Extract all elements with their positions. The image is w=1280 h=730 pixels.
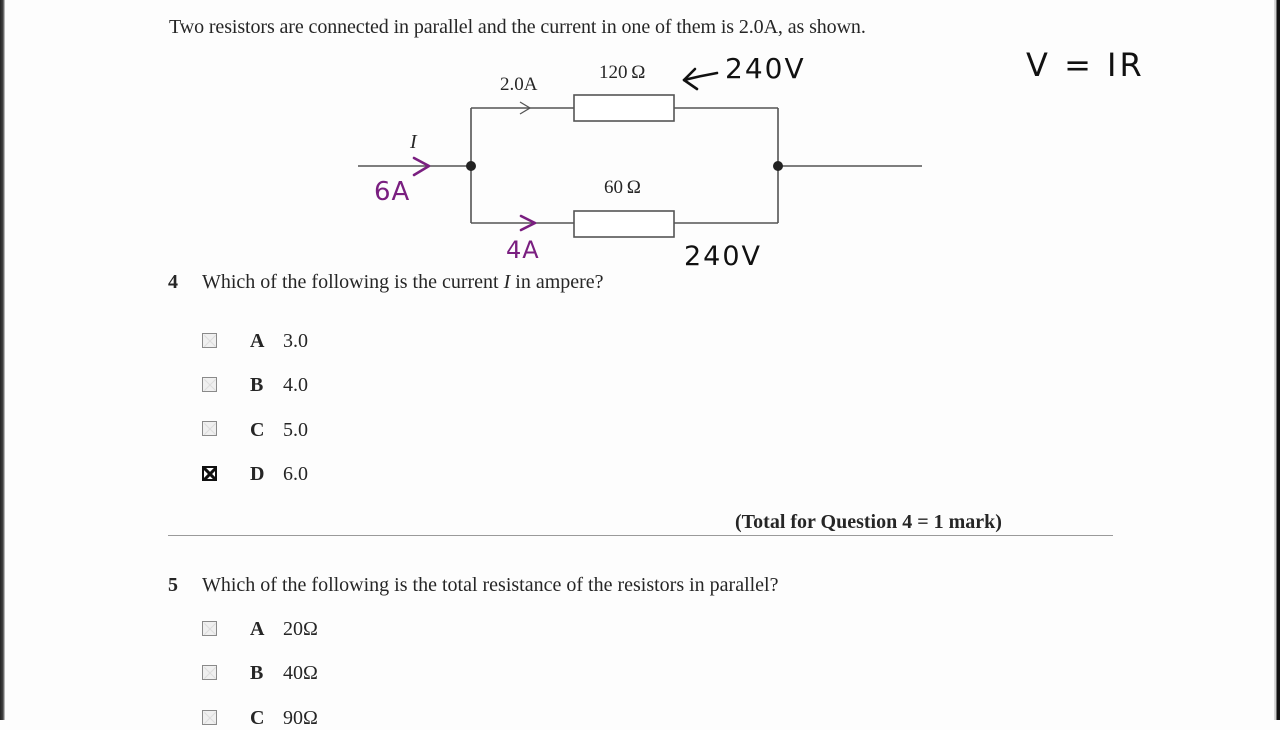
annotation-formula: V = IR [1026, 46, 1145, 84]
resistor-bottom [574, 211, 674, 237]
option-letter: C [250, 707, 265, 729]
option-letter: B [250, 374, 264, 396]
question-4 [168, 271, 604, 294]
annotation-bottom-voltage: 240V [684, 241, 763, 272]
resistor-top [574, 95, 674, 121]
annotation-top-voltage: 240V [725, 52, 806, 85]
question-number: 5 [168, 574, 178, 596]
annotation-bottom-current: 4A [506, 236, 540, 264]
resistor-bottom-label: 60 Ω [604, 177, 641, 198]
checkbox-option-b[interactable] [202, 377, 217, 392]
checkbox-option-a[interactable] [202, 621, 217, 636]
option-letter: A [250, 618, 265, 640]
question-4-total: (Total for Question 4 = 1 mark) [735, 511, 1002, 533]
option-value: 4.0 [283, 374, 308, 396]
question-number: 4 [168, 271, 178, 293]
input-current-symbol: I [410, 131, 417, 153]
checkbox-option-c[interactable] [202, 421, 217, 436]
option-value: 6.0 [283, 463, 308, 485]
checkbox-option-a[interactable] [202, 333, 217, 348]
resistor-top-label: 120 Ω [599, 62, 646, 83]
question-separator [168, 535, 1113, 536]
annotation-input-current: 6A [374, 177, 411, 207]
question-5 [168, 574, 779, 597]
option-value: 90Ω [283, 707, 318, 729]
left-junction-dot [466, 161, 476, 171]
option-value: 20Ω [283, 618, 318, 640]
option-letter: D [250, 463, 265, 485]
checkbox-option-b[interactable] [202, 665, 217, 680]
option-letter: A [250, 330, 265, 352]
option-letter: C [250, 419, 265, 441]
checkbox-option-d-checked[interactable] [202, 466, 217, 481]
current-top-label: 2.0A [500, 74, 538, 95]
option-letter: B [250, 662, 264, 684]
question-text: Which of the following is the total resistance of the resistors in parallel? [202, 574, 779, 596]
checkbox-option-c[interactable] [202, 710, 217, 725]
question-text: Which of the following is the current I in ampere? [202, 271, 604, 293]
intro-text: Two resistors are connected in parallel and the current in one of them is 2.0A, as shown. [169, 16, 866, 38]
option-value: 5.0 [283, 419, 308, 441]
right-junction-dot [773, 161, 783, 171]
option-value: 40Ω [283, 662, 318, 684]
option-value: 3.0 [283, 330, 308, 352]
